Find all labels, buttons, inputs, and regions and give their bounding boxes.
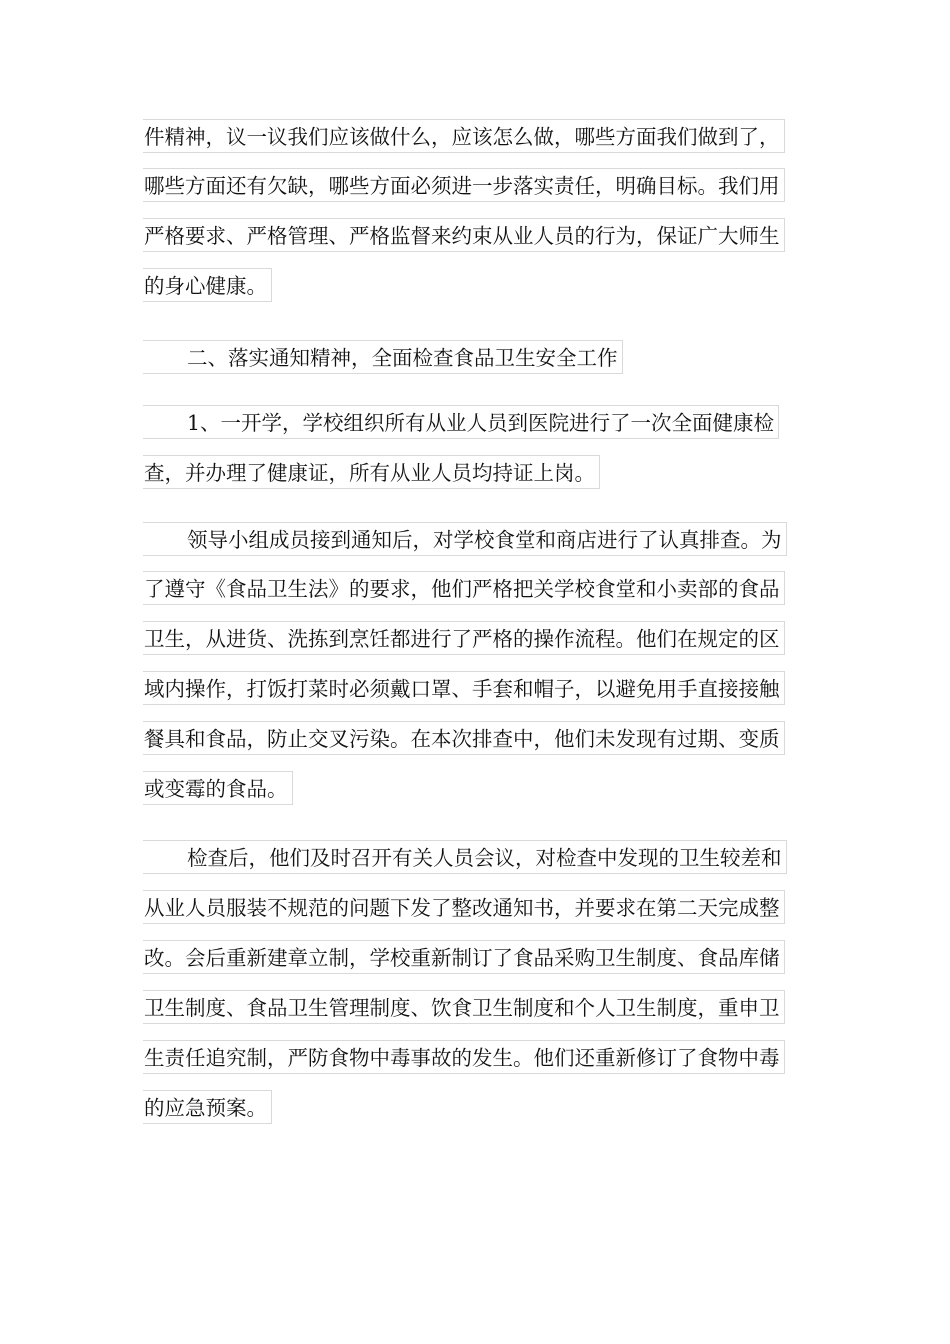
- paragraph-5-line-3: 改。会后重新建章立制，学校重新制订了食品采购卫生制度、食品库储: [143, 940, 785, 974]
- paragraph-3-line-1: 1、一开学，学校组织所有从业人员到医院进行了一次全面健康检: [143, 405, 779, 439]
- paragraph-1-line-1: 件精神，议一议我们应该做什么，应该怎么做，哪些方面我们做到了，: [143, 119, 785, 153]
- paragraph-5-line-1: 检查后，他们及时召开有关人员会议，对检查中发现的卫生较差和: [143, 840, 787, 874]
- paragraph-1-line-4: 的身心健康。: [143, 268, 272, 302]
- paragraph-5-line-6: 的应急预案。: [143, 1090, 272, 1124]
- paragraph-5-line-5: 生责任追究制，严防食物中毒事故的发生。他们还重新修订了食物中毒: [143, 1040, 785, 1074]
- section-heading: 二、落实通知精神，全面检查食品卫生安全工作: [143, 340, 623, 374]
- paragraph-4-line-3: 卫生，从进货、洗拣到烹饪都进行了严格的操作流程。他们在规定的区: [143, 621, 785, 655]
- paragraph-3-line-2: 查，并办理了健康证，所有从业人员均持证上岗。: [143, 455, 600, 489]
- paragraph-4-line-4: 域内操作，打饭打菜时必须戴口罩、手套和帽子，以避免用手直接接触: [143, 671, 785, 705]
- paragraph-4-line-2: 了遵守《食品卫生法》的要求，他们严格把关学校食堂和小卖部的食品: [143, 571, 785, 605]
- paragraph-1-line-2: 哪些方面还有欠缺，哪些方面必须进一步落实责任，明确目标。我们用: [143, 168, 785, 202]
- paragraph-5-line-2: 从业人员服装不规范的问题下发了整改通知书，并要求在第二天完成整: [143, 890, 785, 924]
- paragraph-4-line-6: 或变霉的食品。: [143, 771, 293, 805]
- paragraph-5-line-4: 卫生制度、食品卫生管理制度、饮食卫生制度和个人卫生制度，重申卫: [143, 990, 785, 1024]
- paragraph-1-line-3: 严格要求、严格管理、严格监督来约束从业人员的行为，保证广大师生: [143, 218, 785, 252]
- paragraph-4-line-1: 领导小组成员接到通知后，对学校食堂和商店进行了认真排查。为: [143, 522, 787, 556]
- paragraph-4-line-5: 餐具和食品，防止交叉污染。在本次排查中，他们未发现有过期、变质: [143, 721, 785, 755]
